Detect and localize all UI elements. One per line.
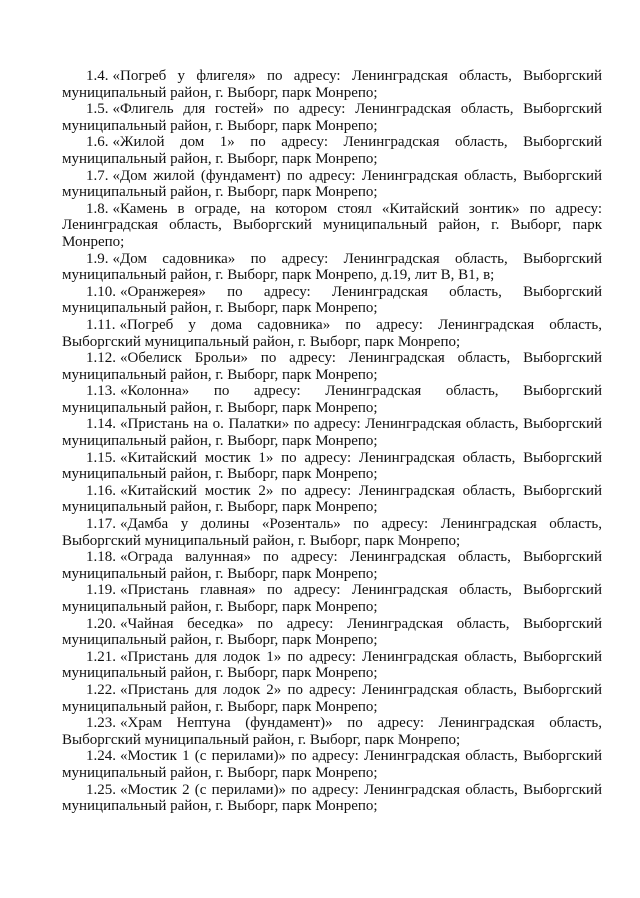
item-text: «Мостик 2 (с перилами)» по адресу: Ленинградская область, Выборгский муниципальный район, г. Выборг, парк Монрепо; [62,781,602,815]
list-item [62,168,602,201]
list-item [62,134,602,167]
list-item [62,516,602,549]
item-text: «Оранжерея» по адресу: Ленинградская область, Выборгский муниципальный район, г. Выборг, парк Монрепо; [62,283,602,317]
item-number: 1.4. [86,68,109,84]
list-item [62,68,602,101]
item-number: 1.12. [86,350,116,367]
list-item [62,251,602,284]
item-number: 1.23. [86,715,116,732]
list-item [62,201,602,251]
list-item [62,782,602,815]
item-text: «Ограда валунная» по адресу: Ленинградская область, Выборгский муниципальный район, г. Выборг, парк Монрепо; [62,549,602,582]
item-text: «Храм Нептуна (фундамент)» по адресу: Ленинградская область, Выборгский муниципальный район, г. Выборг, парк Монрепо; [62,715,602,748]
list-item [62,350,602,383]
item-number: 1.6. [86,134,109,151]
item-text: «Чайная беседка» по адресу: Ленинградская область, Выборгский муниципальный район, г. Выборг, парк Монрепо; [62,615,602,649]
item-number: 1.7. [86,167,109,184]
list-item [62,748,602,781]
list-item [62,549,602,582]
item-text: «Китайский мостик 1» по адресу: Ленинградская область, Выборгский муниципальный район, г. Выборг, парк Монрепо; [62,449,602,483]
item-number: 1.11. [86,316,116,333]
item-number: 1.14. [86,416,116,433]
item-text: «Дамба у долины «Розенталь» по адресу: Ленинградская область, Выборгский муниципальный район, г. Выборг, парк Монрепо; [62,516,602,549]
item-number: 1.19. [86,582,116,599]
item-number: 1.8. [86,200,109,217]
item-text: «Погреб у флигеля» по адресу: Ленинградская область, Выборгский муниципальный район, г. Выборг, парк Монрепо; [62,68,602,101]
item-number: 1.15. [86,449,116,466]
list-item [62,317,602,350]
item-text: «Пристань для лодок 2» по адресу: Ленинградская область, Выборгский муниципальный район, г. Выборг, парк Монрепо; [62,681,602,715]
item-text: «Погреб у дома садовника» по адресу: Ленинградская область, Выборгский муниципальный район, г. Выборг, парк Монрепо; [62,316,602,350]
list-item [62,284,602,317]
item-text: «Колонна» по адресу: Ленинградская область, Выборгский муниципальный район, г. Выборг, парк Монрепо; [62,383,602,416]
list-item [62,582,602,615]
list-item [62,101,602,134]
list-item [62,383,602,416]
item-number: 1.17. [86,516,116,533]
item-number: 1.10. [86,283,116,300]
list-item [62,616,602,649]
list-item [62,416,602,449]
list-item [62,682,602,715]
item-text: «Пристань на о. Палатки» по адресу: Ленинградская область, Выборгский муниципальный район, г. Выборг, парк Монрепо; [62,416,602,450]
item-number: 1.13. [86,383,116,400]
item-number: 1.5. [86,101,109,118]
item-number: 1.16. [86,482,116,499]
item-number: 1.25. [86,781,116,798]
item-text: «Дом садовника» по адресу: Ленинградская область, Выборгский муниципальный район, г. Выборг, парк Монрепо, д.19, лит В, В1, в; [62,250,602,284]
item-text: «Камень в ограде, на котором стоял «Китайский зонтик» по адресу: Ленинградская область, Выборгский муниципальный район, г. Выборг, парк Монрепо; [62,200,602,250]
list-item [62,649,602,682]
item-number: 1.18. [86,549,116,566]
item-number: 1.9. [86,250,109,267]
item-number: 1.21. [86,648,116,665]
list-item [62,715,602,748]
item-text: «Флигель для гостей» по адресу: Ленинградская область, Выборгский муниципальный район, г. Выборг, парк Монрепо; [62,101,602,134]
item-text: «Китайский мостик 2» по адресу: Ленинградская область, Выборгский муниципальный район, г. Выборг, парк Монрепо; [62,482,602,516]
item-text: «Мостик 1 (с перилами)» по адресу: Ленинградская область, Выборгский муниципальный район, г. Выборг, парк Монрепо; [62,748,602,781]
item-text: «Жилой дом 1» по адресу: Ленинградская область, Выборгский муниципальный район, г. Выборг, парк Монрепо; [62,134,602,167]
list-item [62,450,602,483]
item-number: 1.20. [86,615,116,632]
document-page [62,68,602,815]
item-text: «Дом жилой (фундамент) по адресу: Ленинградская область, Выборгский муниципальный район, г. Выборг, парк Монрепо; [62,167,602,201]
item-text: «Пристань для лодок 1» по адресу: Ленинградская область, Выборгский муниципальный район, г. Выборг, парк Монрепо; [62,648,602,682]
item-text: «Пристань главная» по адресу: Ленинградская область, Выборгский муниципальный район, г. Выборг, парк Монрепо; [62,582,602,615]
item-text: «Обелиск Брольи» по адресу: Ленинградская область, Выборгский муниципальный район, г. Выборг, парк Монрепо; [62,350,602,383]
item-number: 1.22. [86,681,116,698]
item-number: 1.24. [86,748,116,765]
list-item [62,483,602,516]
